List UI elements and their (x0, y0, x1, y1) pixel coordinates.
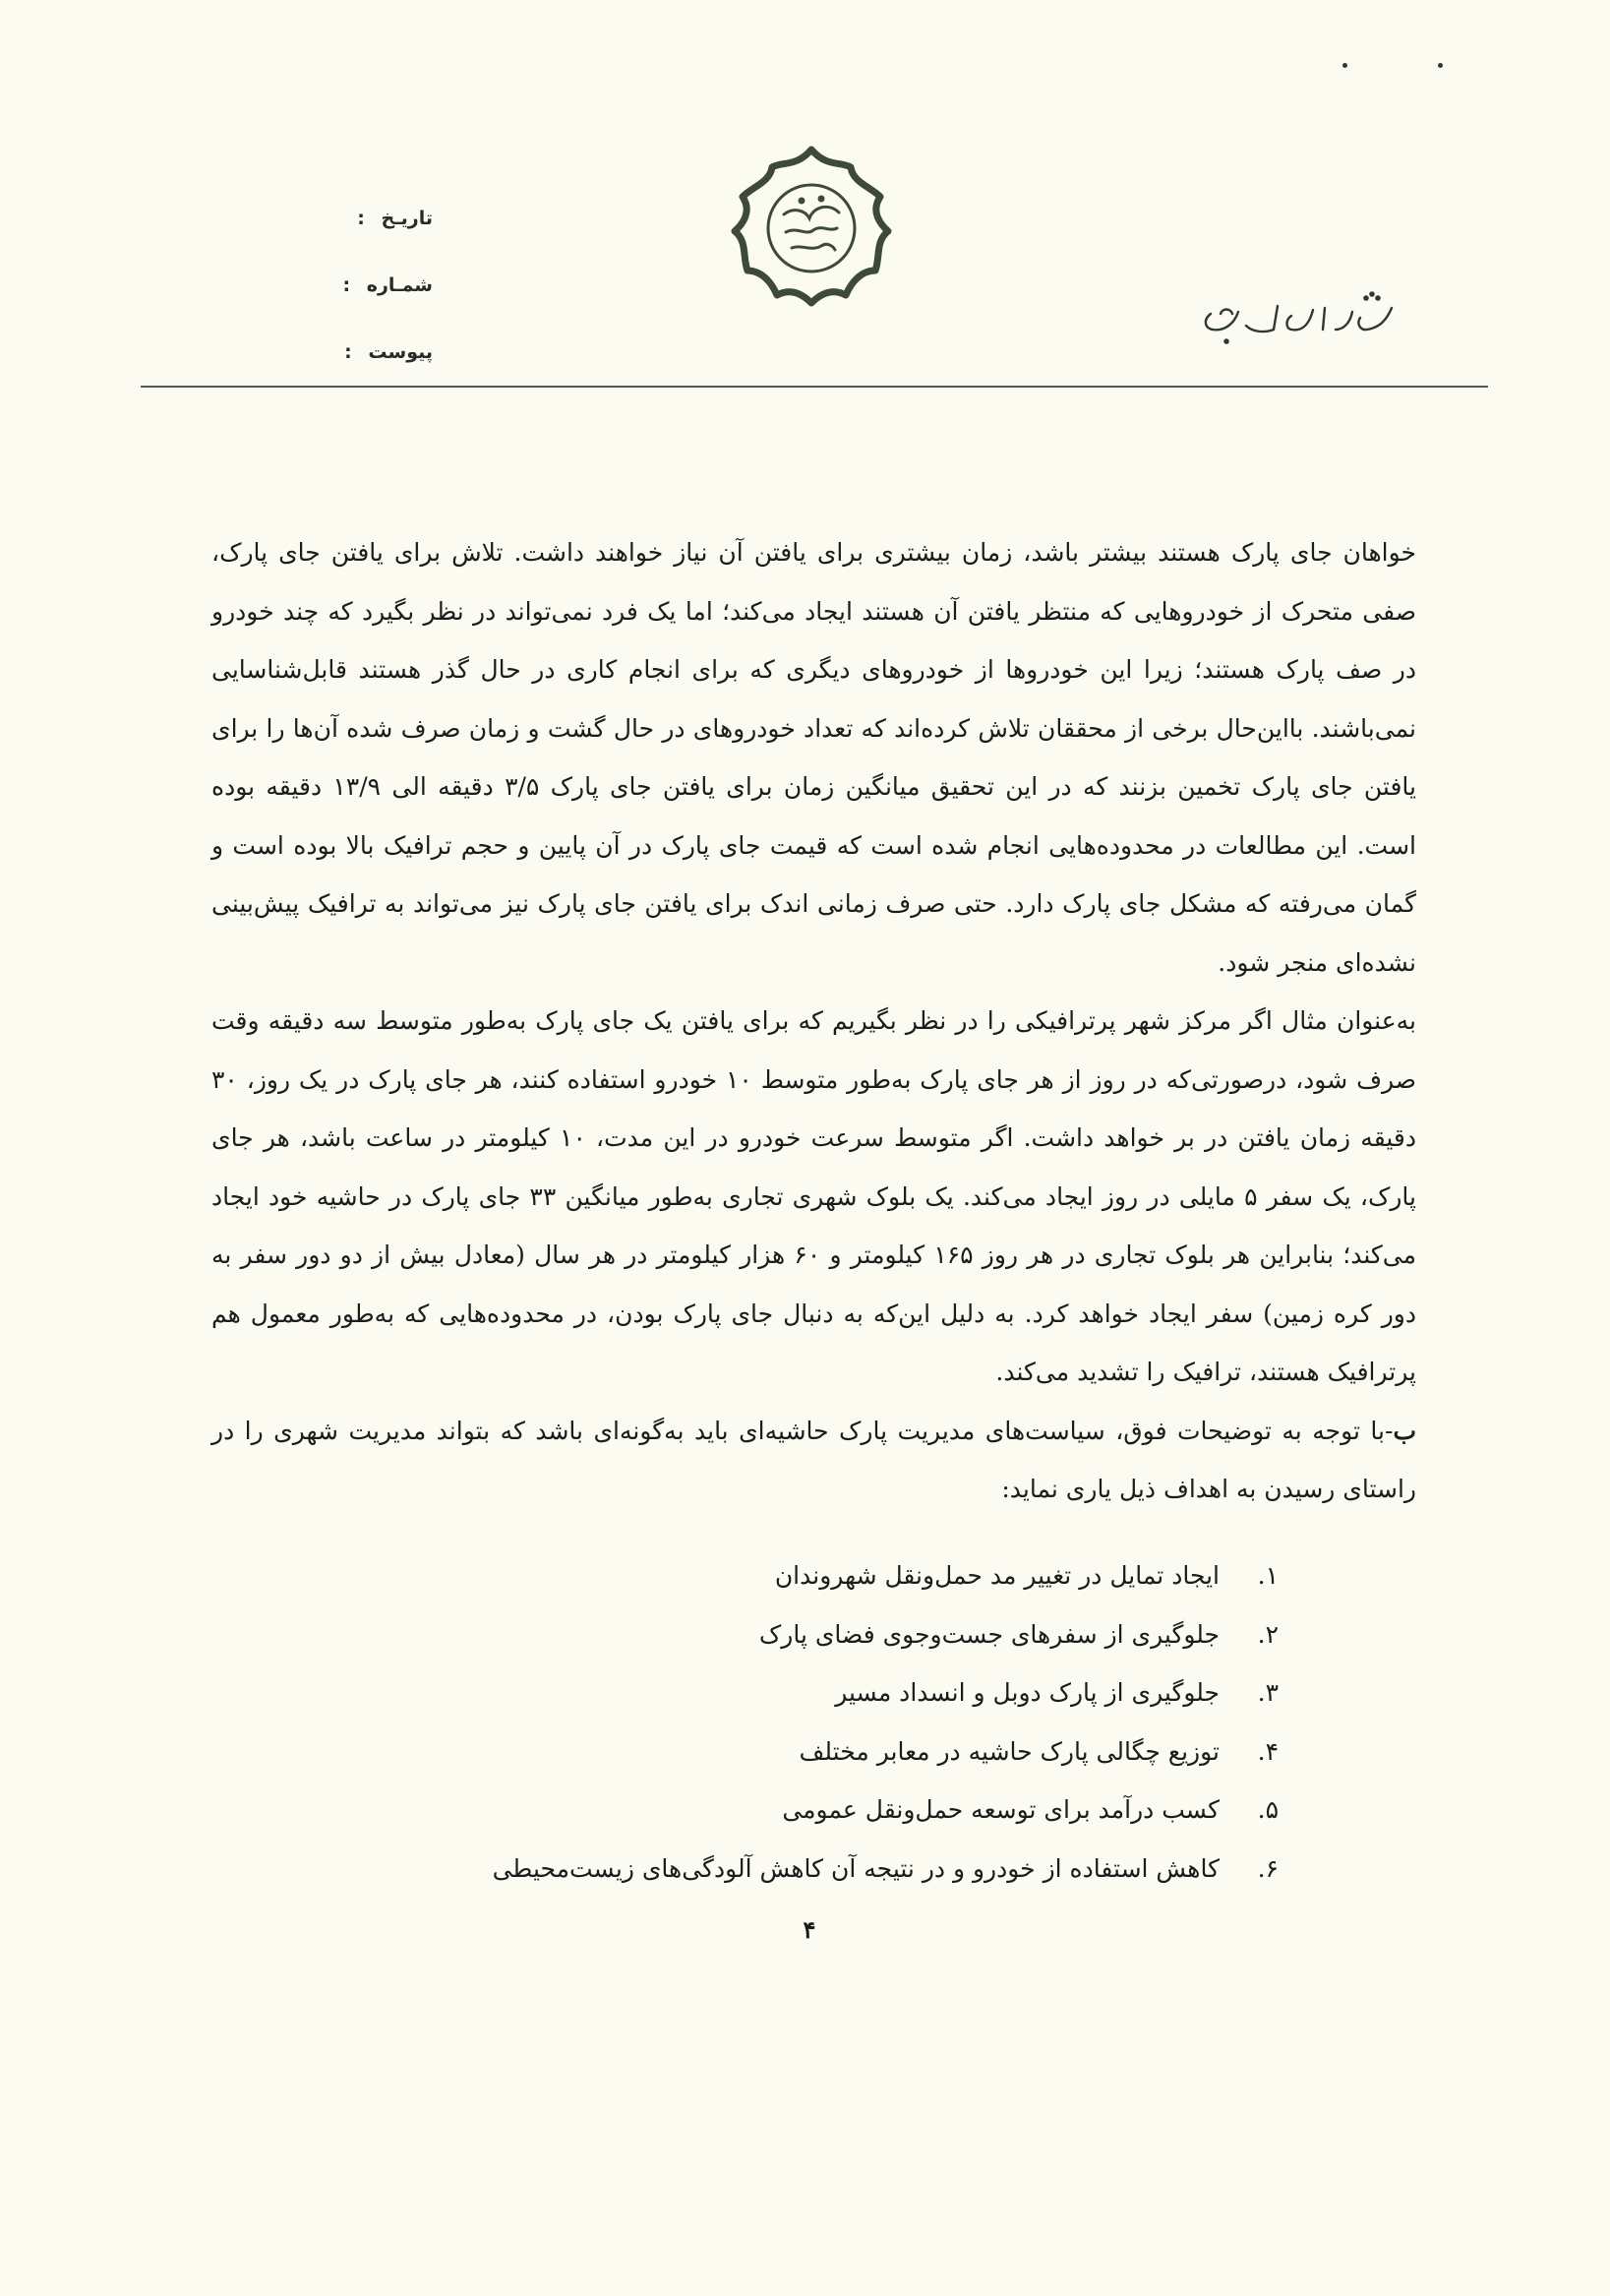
list-item (295, 1840, 1279, 1899)
list-item-number: ۶. (1257, 1853, 1279, 1883)
number-colon: : (342, 274, 351, 296)
paragraph-2: به‌عنوان مثال اگر مرکز شهر پرترافیکی را در نظر بگیریم که برای یافتن یک جای پارک به‌طور متوسط سه دقیقه وقت صرف شود، درصورتی‌که در روز از هر جای پارک به‌طور متوسط ۱۰ خودرو استفاده کنند، هر جای پارک در یک روز، ۳۰ دقیقه زمان یافتن در بر خواهد داشت. اگر متوسط سرعت خودرو در این مدت، ۱۰ کیلومتر در ساعت باشد، هر جای پارک، یک سفر ۵ مایلی در روز ایجاد می‌کند. یک بلوک شهری تجاری به‌طور میانگین ۳۳ جای پارک در حاشیه خود ایجاد می‌کند؛ بنابراین هر بلوک تجاری در هر روز ۱۶۵ کیلومتر و ۶۰ هزار کیلومتر در هر سال (معادل بیش از دو دور سفر به دور کره زمین) سفر ایجاد خواهد کرد. به دلیل این‌که به دنبال جای پارک بودن، در محدوده‌هایی که به‌طور معمول هم پرترافیک هستند، ترافیک را تشدید می‌کند. (211, 1006, 1417, 1386)
number-label: شمـاره (366, 274, 433, 296)
list-item-text: جلوگیری از پارک دوبل و انسداد مسیر (835, 1678, 1220, 1707)
date-colon: : (357, 208, 365, 229)
list-item (295, 1722, 1279, 1782)
header-divider (141, 386, 1488, 388)
letter-body (211, 523, 1416, 1519)
list-item (295, 1663, 1279, 1722)
list-item-text: کسب درآمد برای توسعه حمل‌ونقل عمومی (782, 1795, 1220, 1824)
date-row (295, 202, 433, 269)
goals-list (295, 1546, 1279, 1898)
paragraph-3 (211, 1402, 1416, 1519)
list-item-number: ۱. (1257, 1561, 1279, 1590)
list-item-text: جلوگیری از سفرهای جست‌وجوی فضای پارک (758, 1619, 1220, 1649)
list-item-number: ۳. (1257, 1678, 1279, 1707)
page-number: ۴ (803, 1915, 816, 1944)
paragraph-3-lead: ب (1393, 1416, 1416, 1445)
paragraph-3-text: -با توجه به توضیحات فوق، سیاست‌های مدیریت پارک حاشیه‌ای باید به‌گونه‌ای باشد که بتواند مدیریت شهری را در راستای رسیدن به اهداف ذیل یاری نماید: (211, 1416, 1416, 1503)
letter-meta (295, 202, 433, 402)
list-item-text: توزیع چگالی پارک حاشیه در معابر مختلف (799, 1736, 1220, 1766)
attachment-label: پیوست (368, 341, 433, 363)
list-item-number: ۵. (1257, 1795, 1279, 1824)
tehran-municipality-emblem (723, 138, 900, 315)
list-item-text: کاهش استفاده از خودرو و در نتیجه آن کاهش آلودگی‌های زیست‌محیطی (492, 1853, 1220, 1883)
list-item (295, 1546, 1279, 1605)
paragraph-1: خواهان جای پارک هستند بیشتر باشد، زمان بیشتری برای یافتن آن نیاز خواهند داشت. تلاش برای یافتن جای پارک، صفی متحرک از خودروهایی که منتظر یافتن آن هستند ایجاد می‌کند؛ اما یک فرد نمی‌تواند در نظر بگیرد که چند خودرو در صف پارک هستند؛ زیرا این خودروها از خودروهای دیگری که برای انجام کاری در حال گذر هستند قابل‌شناسایی نمی‌باشند. بااین‌حال برخی از محققان تلاش کرده‌اند که تعداد خودروهای در حال گشت و زمان صرف شده آن‌ها را برای یافتن جای پارک تخمین بزنند که در این تحقیق میانگین زمان برای یافتن جای پارک ۳/۵ دقیقه الی ۱۳/۹ دقیقه بوده است. این مطالعات در محدوده‌هایی انجام شده است که قیمت جای پارک در آن پایین و حجم ترافیک بالا بوده است و گمان می‌رفته که مشکل جای پارک دارد. حتی صرف زمانی اندک برای یافتن جای پارک نیز می‌تواند به ترافیک پیش‌بینی نشده‌ای منجر شود. (211, 538, 1416, 977)
list-item (295, 1605, 1279, 1664)
date-label: تاریـخ (381, 208, 433, 229)
list-item (295, 1781, 1279, 1840)
list-item-number: ۲. (1257, 1619, 1279, 1649)
attachment-row (295, 335, 433, 402)
attachment-colon: : (344, 341, 352, 363)
list-item-number: ۴. (1257, 1736, 1279, 1766)
scan-dot (1438, 63, 1443, 68)
list-item-text: ایجاد تمایل در تغییر مد حمل‌ونقل شهروندان (774, 1561, 1220, 1590)
mayor-signature-logo (1195, 251, 1411, 359)
scan-dot (1342, 63, 1347, 68)
number-row (295, 269, 433, 335)
